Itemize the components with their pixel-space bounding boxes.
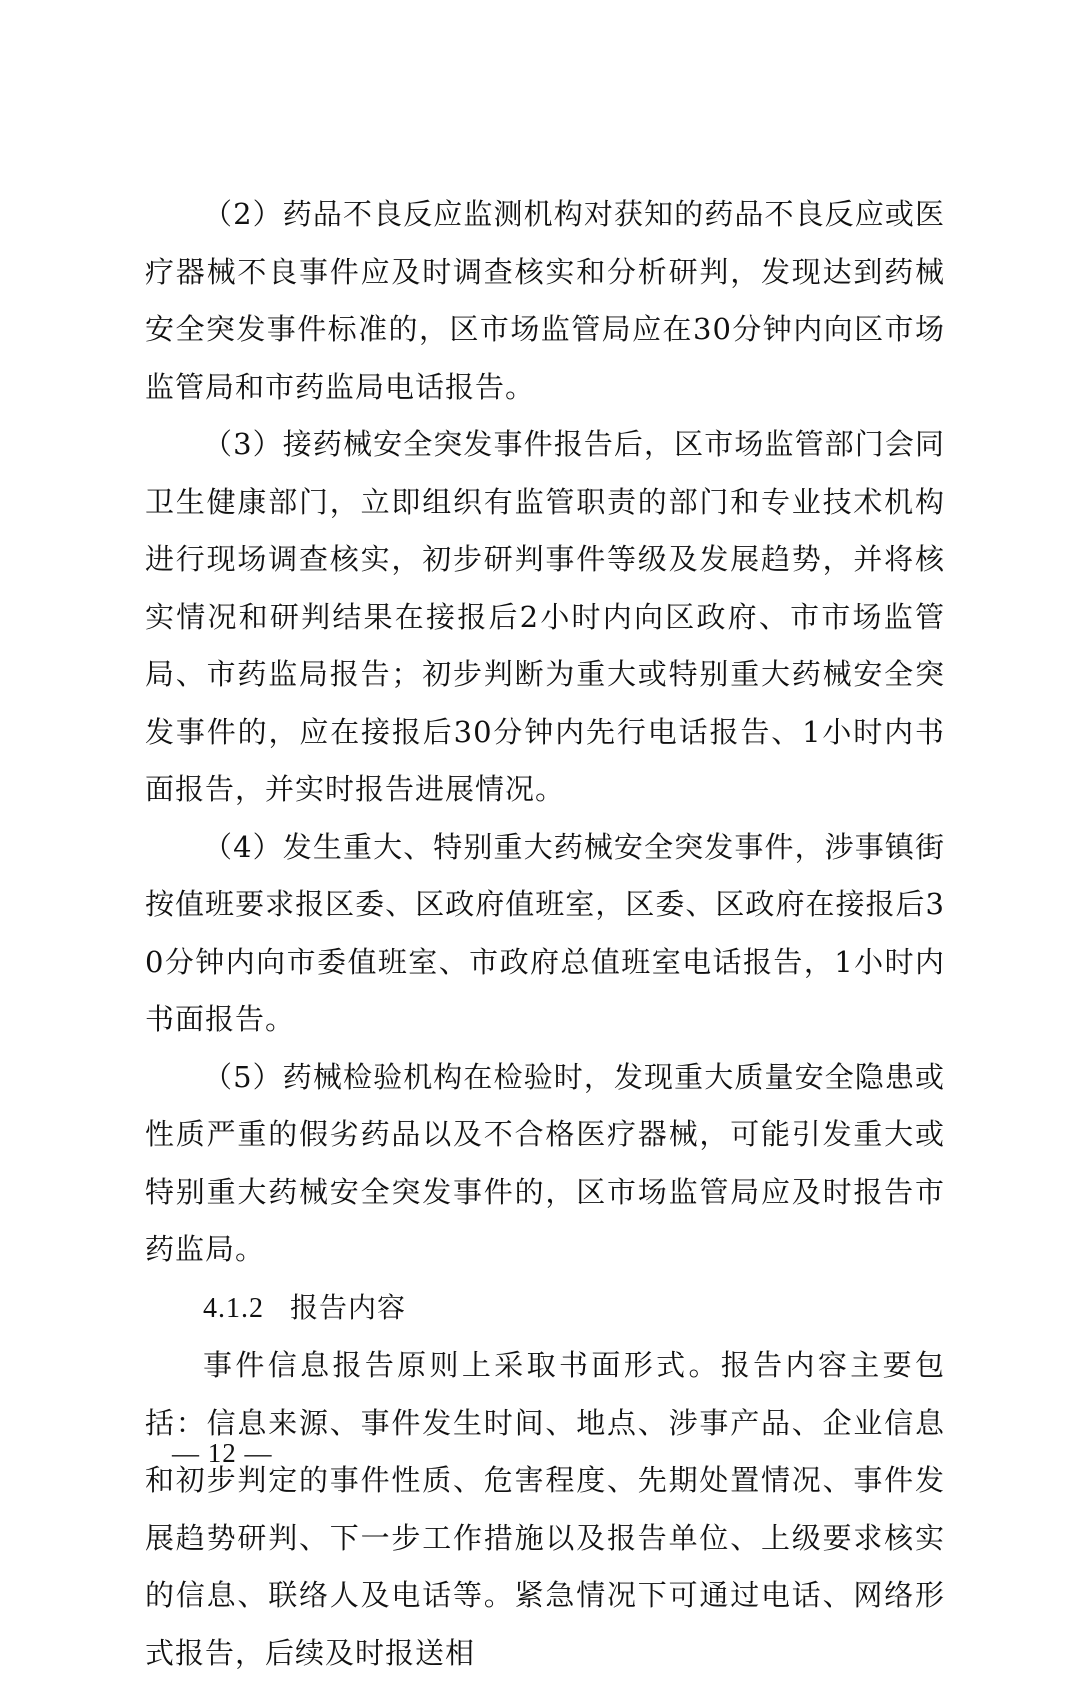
section-number: 4.1.2 — [203, 1292, 264, 1324]
paragraph-2: （2）药品不良反应监测机构对获知的药品不良反应或医疗器械不良事件应及时调查核实和分析研判，发现达到药械安全突发事件标准的，区市场监管局应在30分钟内向区市场监管局和市药监局电话报告。 — [145, 197, 945, 404]
page-number: — 12 — — [172, 1438, 273, 1468]
section-title: 报告内容 — [290, 1290, 407, 1324]
paragraph-3: （3）接药械安全突发事件报告后，区市场监管部门会同卫生健康部门，立即组织有监管职责的部门和专业技术机构进行现场调查核实，初步研判事件等级及发展趋势，并将核实情况和研判结果在接报后2小时内向区政府、市市场监管局、市药监局报告；初步判断为重大或特别重大药械安全突发事件的，应在接报后30分钟内先行电话报告、1小时内书面报告，并实时报告进展情况。 — [145, 427, 945, 806]
section-heading — [145, 1279, 945, 1338]
section-paragraph: 事件信息报告原则上采取书面形式。报告内容主要包括：信息来源、事件发生时间、地点、涉事产品、企业信息和初步判定的事件性质、危害程度、先期处置情况、事件发展趋势研判、下一步工作措施以及报告单位、上级要求核实的信息、联络人及电话等。紧急情况下可通过电话、网络形式报告，后续及时报送相 — [145, 1348, 945, 1670]
paragraph-4: （4）发生重大、特别重大药械安全突发事件，涉事镇街按值班要求报区委、区政府值班室，区委、区政府在接报后30分钟内向市委值班室、市政府总值班室电话报告，1小时内书面报告。 — [145, 829, 945, 1036]
paragraph-5: （5）药械检验机构在检验时，发现重大质量安全隐患或性质严重的假劣药品以及不合格医疗器械，可能引发重大或特别重大药械安全突发事件的，区市场监管局应及时报告市药监局。 — [145, 1059, 945, 1266]
